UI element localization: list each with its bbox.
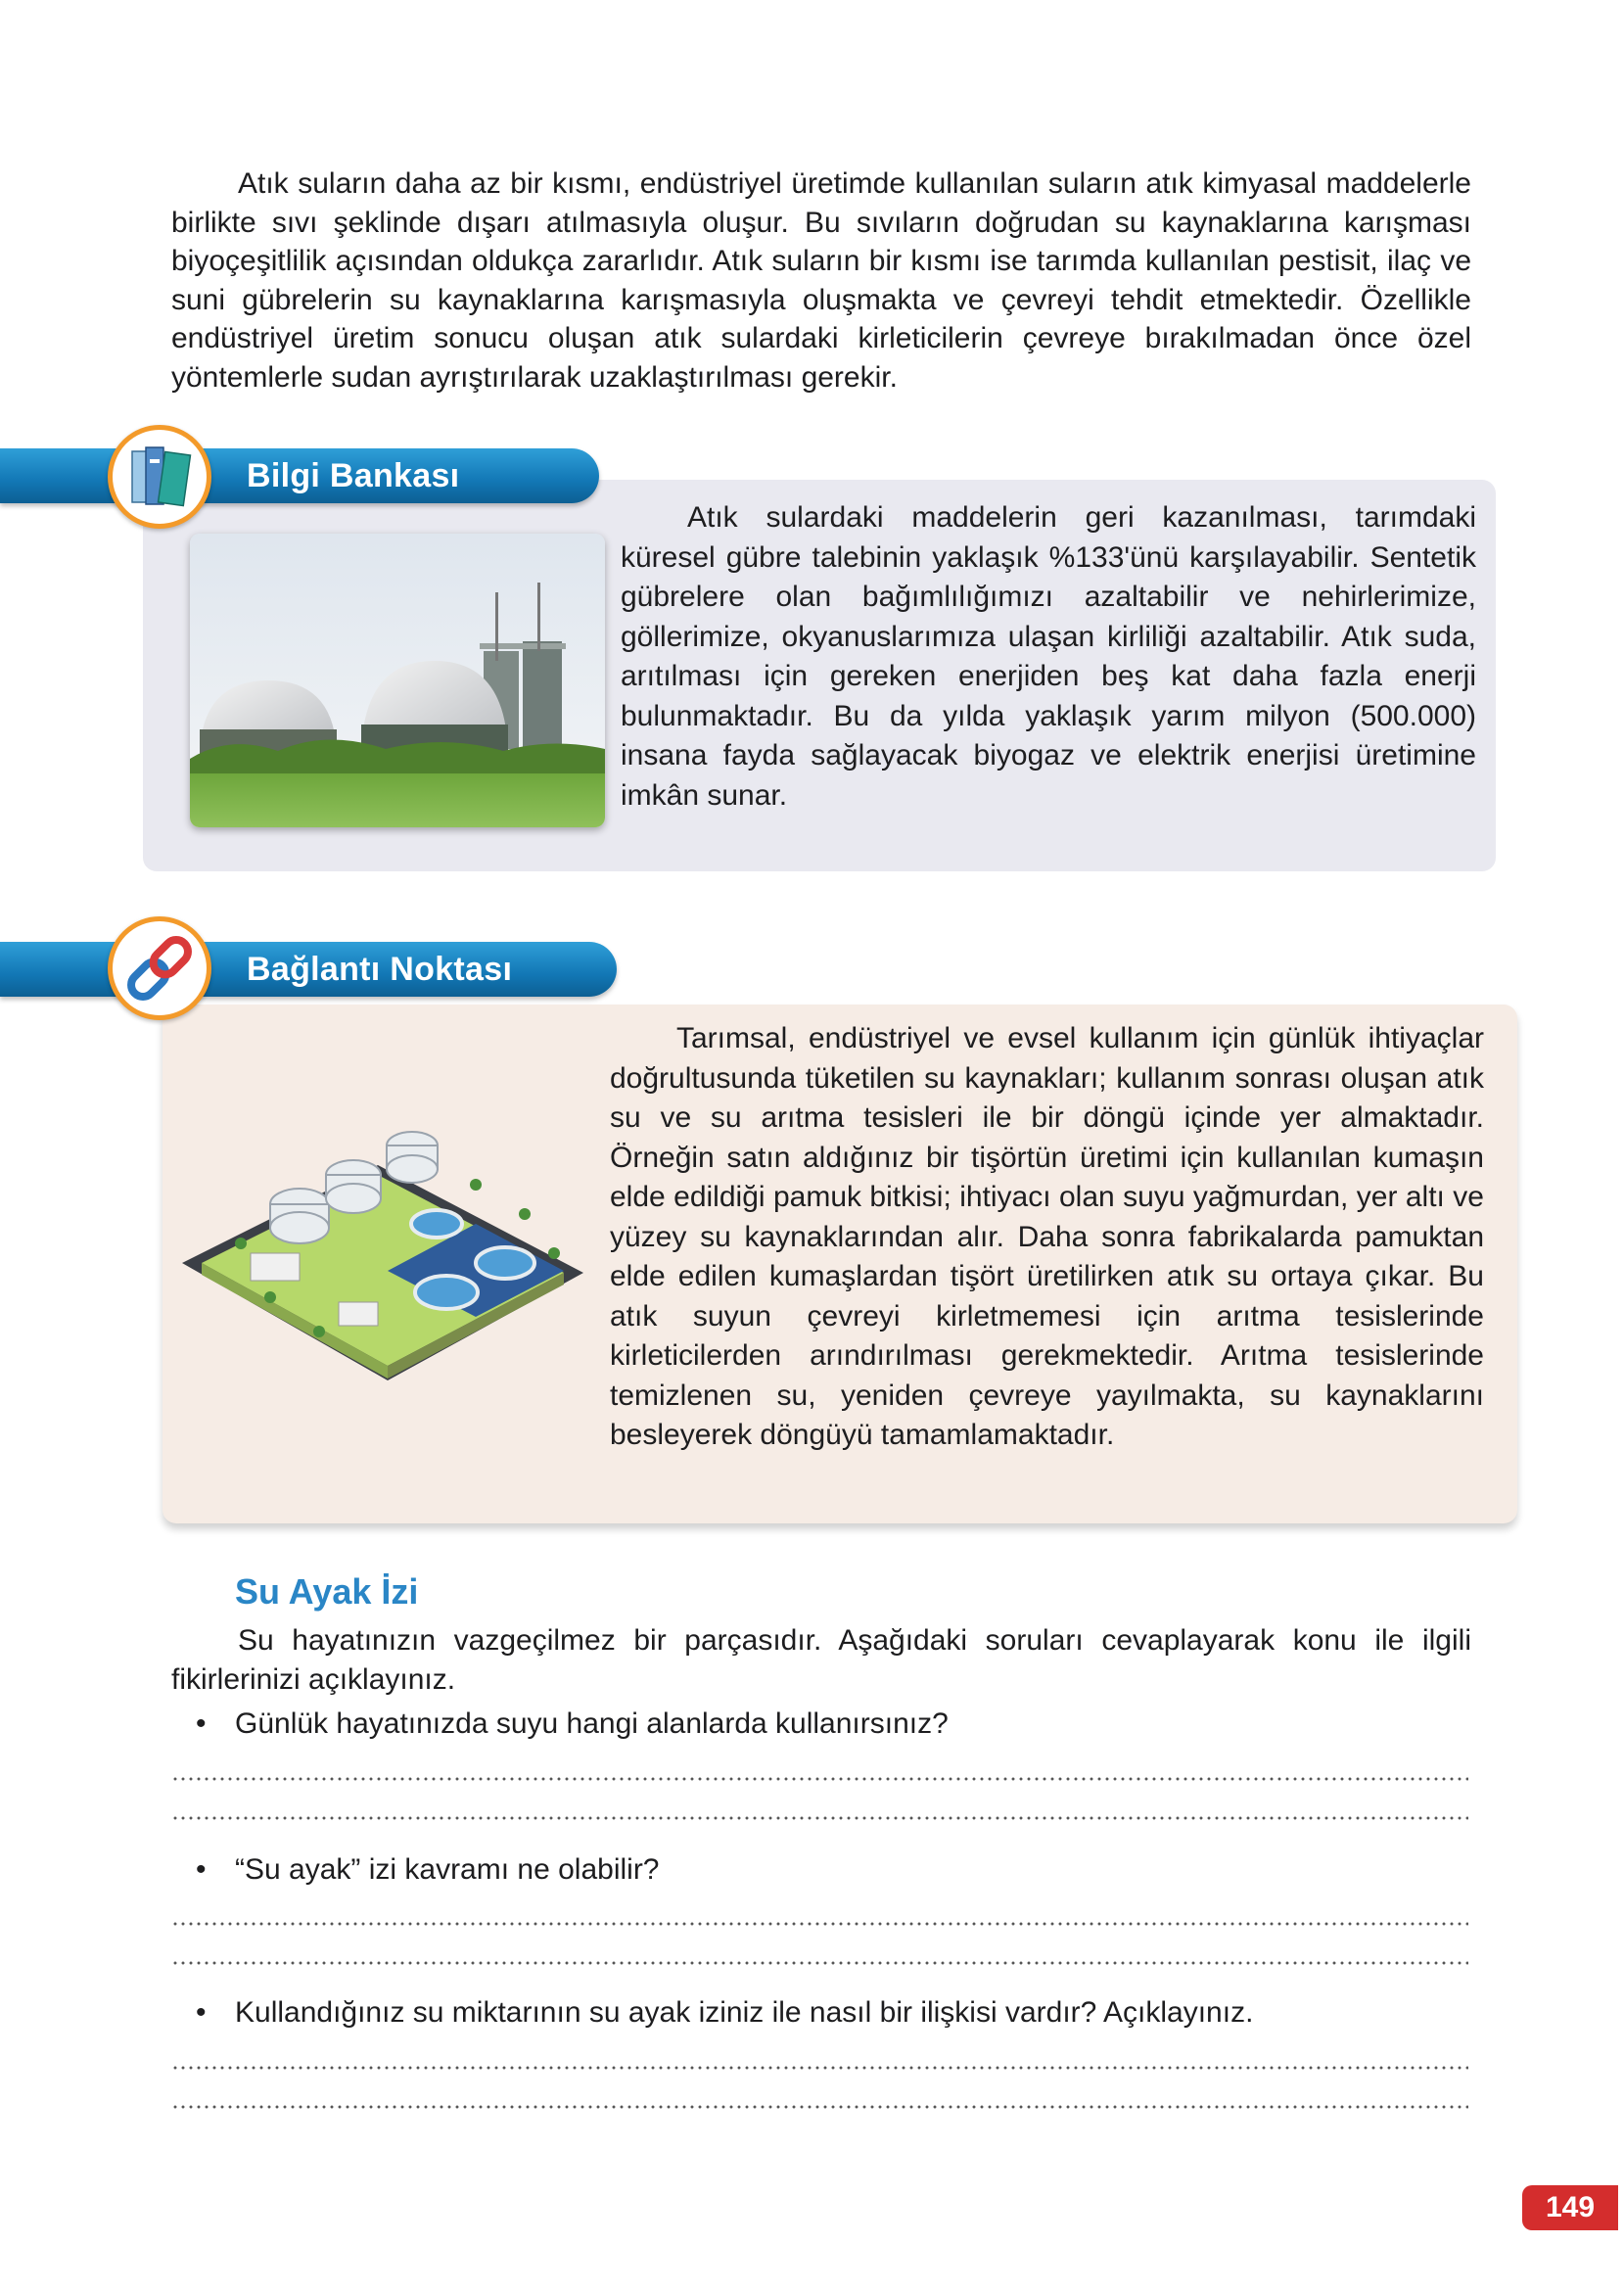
answer-line[interactable] [171,1777,1468,1781]
bullet-icon: • [196,1996,207,2029]
biogas-plant-photo [190,534,605,827]
question-2-text: “Su ayak” izi kavramı ne olabilir? [235,1853,660,1886]
su-ayak-izi-intro [171,1621,1471,1699]
answer-line[interactable] [171,2066,1468,2070]
bilgi-bankasi-paragraph [621,498,1476,816]
books-icon [108,425,211,529]
water-treatment-plant-illustration [182,1106,583,1400]
question-1 [196,1705,949,1744]
intro-paragraph [171,164,1471,397]
answer-line[interactable] [171,1961,1468,1965]
question-3-text: Kullandığınız su miktarının su ayak iziniz ile nasıl bir ilişkisi vardır? Açıklayınız. [235,1996,1254,2029]
question-2 [196,1850,660,1890]
question-1-text: Günlük hayatınızda suyu hangi alanlarda kullanırsınız? [235,1707,949,1740]
intro-paragraph-text: Atık suların daha az bir kısmı, endüstriyel üretimde kullanılan suların atık kimyasal maddelerle birlikte sıvı şeklinde dışarı atılmasıyla oluşur. Bu sıvıların doğrudan su kaynaklarına karışması biyoçeşitlilik açısından oldukça zararlıdır. Atık suların bir kısmı ise tarımda kullanılan pestisit, ilaç ve suni gübrelerin su kaynaklarına karışmasıyla oluşmakta ve çevreyi tehdit etmektedir. Özellikle endüstriyel üretim sonucu oluşan atık sulardaki kirleticilerin çevreye bırakılmadan önce özel yöntemlerle sudan ayrıştırılarak uzaklaştırılması gerekir. [171,167,1471,394]
answer-line[interactable] [171,1816,1468,1820]
su-ayak-izi-title: Su Ayak İzi [235,1571,419,1612]
bilgi-bankasi-text: Atık sulardaki maddelerin geri kazanılması, tarımdaki küresel gübre talebinin yaklaşık %133'ünü karşılayabilir. Sentetik gübrelere olan bağımlılığımızı azaltabilir ve nehirlerimize, göllerimize, okyanuslarımıza ulaşan kirliliği azaltabilir. Atık suda, arıtılması için gereken enerjiden beş kat daha fazla enerji bulunmaktadır. Bu da yılda yaklaşık yarım milyon (500.000) insana fayda sağlayacak biyogaz ve elektrik enerjisi üretimine imkân sunar. [621,501,1476,812]
bullet-icon: • [196,1707,207,1740]
answer-line[interactable] [171,1922,1468,1926]
question-3 [196,1993,1253,2033]
bullet-icon: • [196,1853,207,1886]
page-number: 149 [1522,2185,1618,2230]
su-ayak-izi-intro-text: Su hayatınızın vazgeçilmez bir parçasıdır. Aşağıdaki soruları cevaplayarak konu ile ilgili fikirlerinizi açıklayınız. [171,1624,1471,1696]
bilgi-bankasi-title: Bilgi Bankası [247,457,460,494]
answer-line[interactable] [171,2105,1468,2109]
baglanti-noktasi-paragraph [610,1019,1484,1456]
chain-link-icon [108,916,211,1020]
baglanti-noktasi-text: Tarımsal, endüstriyel ve evsel kullanım için günlük ihtiyaçlar doğrultusunda tüketilen su kaynakları; kullanım sonrası oluşan atık su ve su arıtma tesisleri ile bir döngü içinde yer almaktadır. Örneğin satın aldığınız bir tişörtün üretimi için kullanılan kumaşın elde edildiği pamuk bitkisi; ihtiyacı olan suyu yağmurdan, yer altı ve yüzey su kaynaklarından alır. Daha sonra fabrikalarda pamuktan elde edilen kumaşlardan tişört üretilirken atık su ortaya çıkar. Bu atık suyun çevreyi kirletmemesi için arıtma tesislerinde kirleticilerden arındırılması gerekmektedir. Arıtma tesislerinde temizlenen su, yeniden çevreye yayılmakta, su kaynaklarını besleyerek döngüyü tamamlamaktadır. [610,1022,1484,1451]
baglanti-noktasi-title: Bağlantı Noktası [247,951,513,988]
